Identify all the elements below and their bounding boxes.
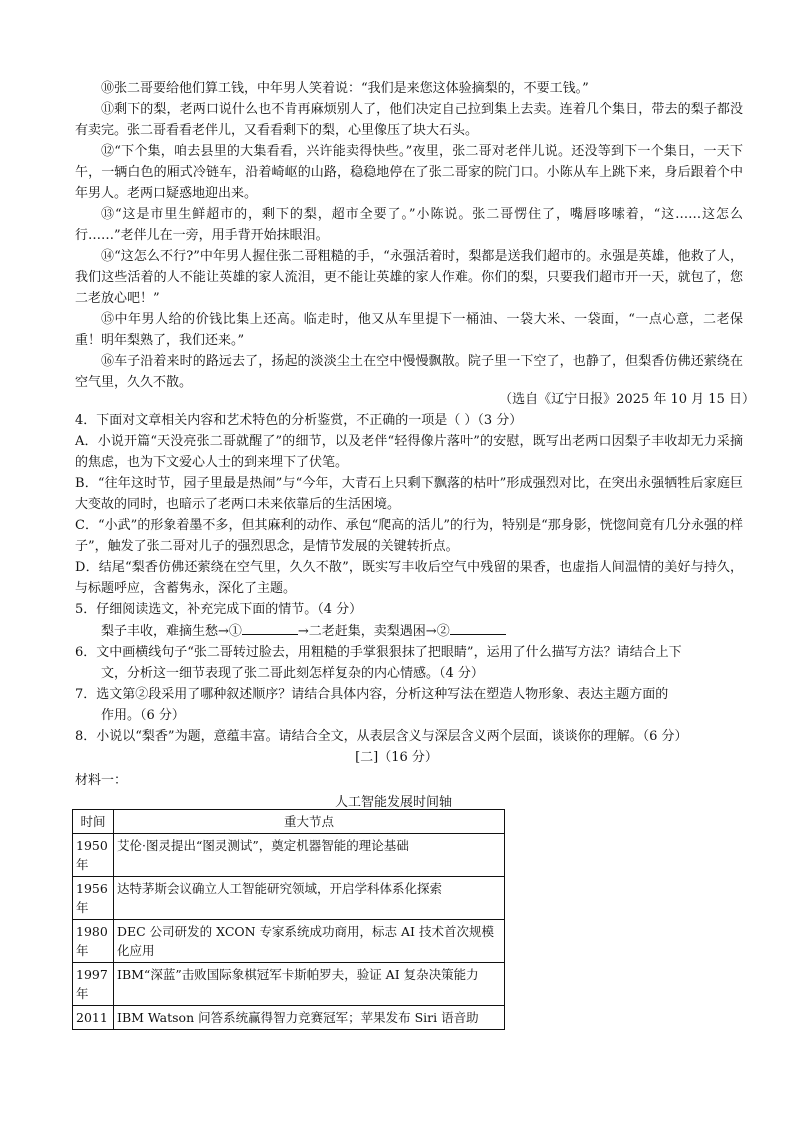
q7-line-1: 7．选文第②段采用了哪种叙述顺序？请结合具体内容，分析这种写法在塑造人物形象、表达主题方面的 <box>75 687 669 702</box>
q6-line-2: 文，分析这一细节表现了张二哥此刻怎样复杂的内心情感。（4 分） <box>101 666 484 681</box>
table-header-row <box>73 810 505 834</box>
event-cell: IBM“深蓝”击败国际象棋冠军卡斯帕罗夫，验证 AI 复杂决策能力 <box>114 963 505 1006</box>
table-row <box>73 1006 505 1030</box>
event-cell: DEC 公司研发的 XCON 专家系统成功商用，标志 AI 技术首次规模化应用 <box>114 920 505 963</box>
q5-plot-flow <box>75 620 743 642</box>
ai-timeline-title: 人工智能发展时间轴 <box>335 795 453 810</box>
year-cell: 1950年 <box>73 834 114 877</box>
q5-stem: 5．仔细阅读选文，补充完成下面的情节。（4 分） <box>75 602 363 617</box>
year-cell: 1956年 <box>73 877 114 920</box>
q4-stem: 4．下面对文章相关内容和艺术特色的分析鉴赏，不正确的一项是（ ）（3 分） <box>75 413 523 428</box>
col-header-time: 时间 <box>73 810 114 834</box>
event-cell: IBM Watson 问答系统赢得智力竞赛冠军；苹果发布 Siri 语音助 <box>114 1006 505 1030</box>
story-paragraph-10: ⑩张二哥要给他们算工钱，中年男人笑着说：“我们是来您这体验摘梨的，不要工钱。” <box>101 81 589 96</box>
questions <box>75 410 743 747</box>
q4-option-c: C．“小武”的形象着墨不多，但其麻利的动作、承包“爬高的活儿”的行为，特别是“那身影，恍惚间竟有几分永强的样子”，触发了张二哥对儿子的强烈思念，是情节发展的关键转折点。 <box>75 518 743 554</box>
story-paragraph-15: ⑮中年男人给的价钱比集上还高。临走时，他又从车里提下一桶油、一袋大米、一袋面，“一点心意，二老保重！明年梨熟了，我们还来。” <box>75 312 743 348</box>
q4-option-a: A．小说开篇“天没亮张二哥就醒了”的细节，以及老伴“轻得像片落叶”的安慰，既写出老两口因梨子丰收却无力采摘的焦虑，也为下文爱心人士的到来埋下了伏笔。 <box>75 434 743 470</box>
story-excerpt <box>75 78 743 393</box>
event-cell: 艾伦·图灵提出“图灵测试”，奠定机器智能的理论基础 <box>114 834 505 877</box>
answer-blank-1[interactable] <box>242 620 298 635</box>
ai-timeline-table <box>72 809 505 1030</box>
story-paragraph-16: ⑯车子沿着来时的路远去了，扬起的淡淡尘土在空中慢慢飘散。院子里一下空了，也静了，但梨香仿佛还萦绕在空气里，久久不散。 <box>75 354 743 390</box>
q7-line-2: 作用。（6 分） <box>101 708 185 723</box>
q4-option-b: B．“往年这时节，园子里最是热闹”与“今年，大青石上只剩下飘落的枯叶”形成强烈对比，在突出永强牺牲后家庭巨大变故的同时，也暗示了老两口未来依靠后的生活困境。 <box>75 476 743 512</box>
q8-stem: 8．小说以“梨香”为题，意蕴丰富。请结合全文，从表层含义与深层含义两个层面，谈谈你的理解。（6 分） <box>75 729 688 744</box>
material-1-label: 材料一： <box>75 773 128 788</box>
q5-flow-part-a: 梨子丰收，难摘生愁→① <box>101 624 242 639</box>
table-row <box>73 963 505 1006</box>
year-cell: 1980年 <box>73 920 114 963</box>
story-paragraph-11: ⑪剩下的梨，老两口说什么也不肯再麻烦别人了，他们决定自己拉到集上去卖。连着几个集日，带去的梨子都没有卖完。张二哥看看老伴儿，又看看剩下的梨，心里像压了块大石头。 <box>75 102 743 138</box>
table-row <box>73 877 505 920</box>
story-paragraph-14: ⑭“这怎么不行?”中年男人握住张二哥粗糙的手，“永强活着时，梨都是送我们超市的。永强是英雄，他救了人，我们这些活着的人不能让英雄的家人流泪，更不能让英雄的家人作难。你们的梨，只要我们超市开一天，就包了，您二老放心吧！” <box>75 249 743 306</box>
col-header-milestone: 重大节点 <box>114 810 505 834</box>
year-cell: 1997年 <box>73 963 114 1006</box>
year-cell: 2011 <box>73 1006 114 1030</box>
table-row <box>73 834 505 877</box>
answer-blank-2[interactable] <box>450 620 506 635</box>
table-row <box>73 920 505 963</box>
q4-option-d: D．结尾“梨香仿佛还萦绕在空气里，久久不散”，既实写丰收后空气中残留的果香，也虚指人间温情的美好与持久，与标题呼应，含蓄隽永，深化了主题。 <box>75 560 743 596</box>
story-paragraph-13: ⑬“这是市里生鲜超市的，剩下的梨，超市全要了。”小陈说。张二哥愣住了，嘴唇哆嗦着，“这……这怎么行……”老伴儿在一旁，用手背开始抹眼泪。 <box>75 207 743 243</box>
story-paragraph-12: ⑫“下个集，咱去县里的大集看看，兴许能卖得快些。”夜里，张二哥对老伴儿说。还没等到下一个集日，一天下午，一辆白色的厢式冷链车，沿着崎岖的山路，稳稳地停在了张二哥家的院门口。小陈从车上跳下来，身后跟着个中年男人。老两口疑惑地迎出来。 <box>75 144 743 201</box>
event-cell: 达特茅斯会议确立人工智能研究领域，开启学科体系化探索 <box>114 877 505 920</box>
q5-flow-part-b: →二老赶集，卖梨遇困→② <box>297 624 450 639</box>
section-2-heading: [二]（16 分） <box>355 750 438 765</box>
story-source: （选自《辽宁日报》2025 年 10 月 15 日） <box>499 392 755 407</box>
q6-line-1: 6．文中画横线句子“张二哥转过脸去，用粗糙的手掌狠狠抹了把眼睛”，运用了什么描写方法？请结合上下 <box>75 645 682 660</box>
